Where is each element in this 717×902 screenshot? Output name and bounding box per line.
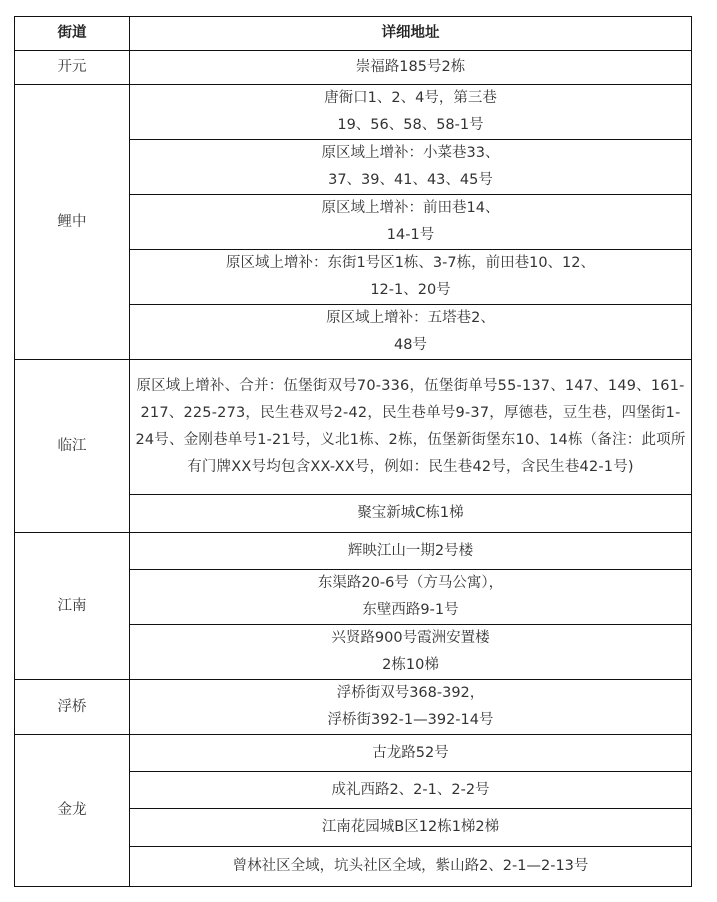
address-line: 浮桥街双号368-392， — [336, 685, 485, 701]
address-column-header: 详细地址 — [130, 17, 692, 51]
address-line: 古龙路52号 — [372, 744, 449, 761]
address-line: 19、56、58、58-1号 — [337, 117, 484, 133]
address-cell — [130, 85, 692, 140]
address-cell — [130, 625, 692, 680]
address-cell — [130, 195, 692, 250]
address-line: 东壁西路9-1号 — [362, 602, 459, 618]
address-cell — [130, 250, 692, 305]
address-line: 原区域上增补：五塔巷2、 — [326, 310, 495, 326]
address-line: 原区域上增补、合并：伍堡街双号70-336，伍堡街单号55-137、147、149、161-217、225-273，民生巷双号2-42，民生巷单号9-37，厚德巷，豆生巷，四堡街1-24号、金刚巷单号1-21号，义北1栋、2栋，伍堡新街堡东10、14栋（备注：此项所有门牌XX号均包含XX-XX号，例如：民生巷42号，含民生巷42-1号) — [135, 378, 686, 475]
table-row — [15, 533, 692, 570]
address-line: 48号 — [394, 337, 427, 353]
address-line: 唐衙口1、2、4号，第三巷 — [324, 90, 497, 106]
address-cell — [130, 847, 692, 887]
table-row — [15, 735, 692, 772]
address-line: 聚宝新城C栋1梯 — [357, 505, 464, 521]
address-cell — [130, 809, 692, 847]
address-cell — [130, 570, 692, 625]
address-cell — [130, 533, 692, 570]
address-cell — [130, 140, 692, 195]
address-line: 12-1、20号 — [370, 282, 451, 298]
street-cell: 临江 — [15, 360, 130, 533]
address-line: 江南花园城B区12栋1梯2梯 — [321, 819, 500, 835]
address-line: 原区域上增补：小菜巷33、 — [321, 145, 500, 161]
address-line: 成礼西路2、2-1、2-2号 — [331, 781, 490, 798]
street-column-header: 街道 — [15, 17, 130, 51]
address-cell — [130, 495, 692, 533]
address-cell — [130, 305, 692, 360]
address-cell — [130, 360, 692, 495]
address-line: 原区域上增补：前田巷14、 — [321, 200, 500, 216]
address-table — [14, 16, 692, 887]
address-line: 浮桥街392-1—392-14号 — [327, 712, 494, 728]
address-cell — [130, 51, 692, 85]
street-cell: 开元 — [15, 51, 130, 85]
street-cell: 鲤中 — [15, 85, 130, 360]
address-cell — [130, 680, 692, 735]
address-line: 原区域上增补：东街1号区1栋、3-7栋，前田巷10、12、 — [225, 255, 596, 271]
address-line: 东渠路20-6号（方马公寓）， — [317, 575, 504, 591]
address-line: 14-1号 — [386, 227, 435, 243]
address-line: 崇福路185号2栋 — [355, 59, 466, 75]
address-cell — [130, 772, 692, 809]
address-line: 2栋10梯 — [382, 657, 439, 673]
table-row — [15, 85, 692, 140]
address-line: 辉映江山一期2号楼 — [347, 542, 474, 559]
header-row — [15, 17, 692, 51]
street-cell: 江南 — [15, 533, 130, 680]
table-row — [15, 680, 692, 735]
street-cell: 金龙 — [15, 735, 130, 887]
table-row — [15, 360, 692, 495]
table-row — [15, 51, 692, 85]
street-cell: 浮桥 — [15, 680, 130, 735]
address-line: 曾林社区全域，坑头社区全域，紫山路2、2-1—2-13号 — [232, 858, 589, 874]
address-line: 37、39、41、43、45号 — [328, 172, 493, 188]
address-line: 兴贤路900号霞洲安置楼 — [331, 630, 490, 646]
address-cell — [130, 735, 692, 772]
